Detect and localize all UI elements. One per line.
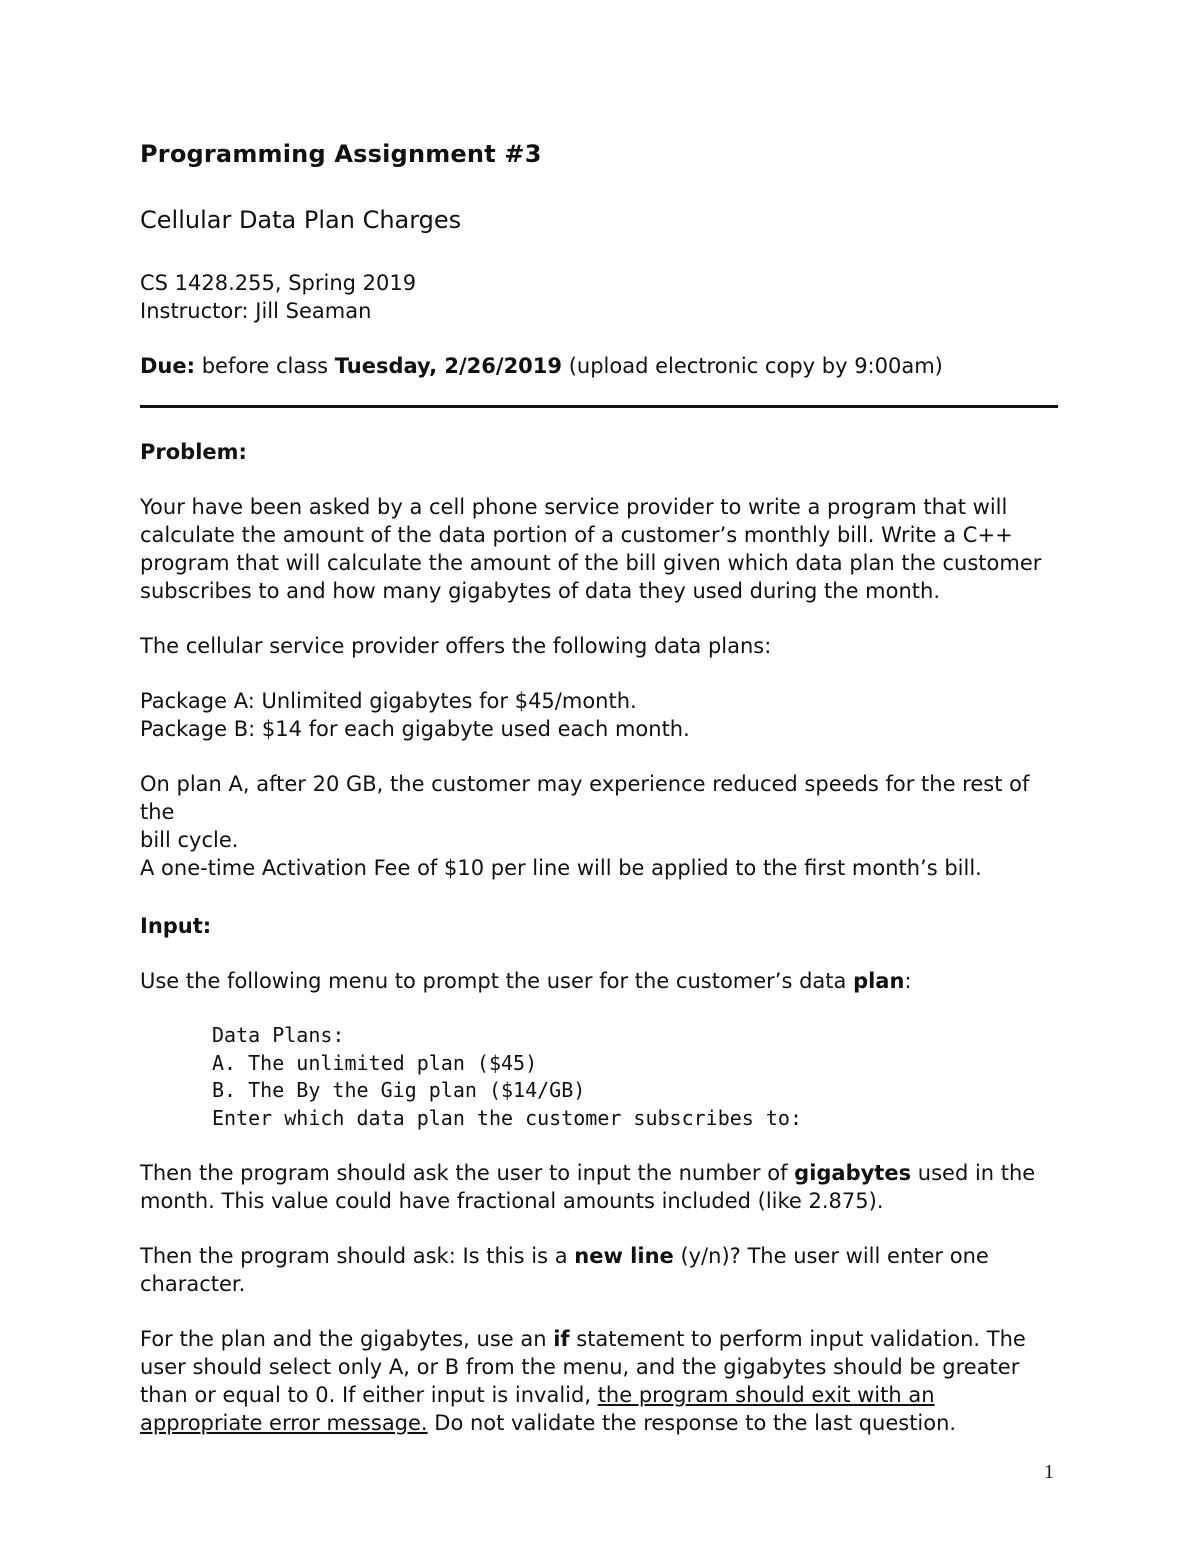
newline-text-1: Then the program should ask: Is this is a (140, 1244, 575, 1268)
package-list (140, 687, 1060, 743)
text-line: subscribes to and how many gigabytes of data they used during the month. (140, 579, 941, 603)
text-line: calculate the amount of the data portion of a customer’s monthly bill. Write a C++ (140, 523, 1013, 547)
valid-line4-text: Do not validate the response to the last question. (427, 1411, 957, 1435)
code-line: Enter which data plan the customer subscribes to: (212, 1105, 803, 1130)
valid-bold: if (553, 1327, 570, 1351)
text-line (140, 1242, 1060, 1270)
due-date: Tuesday, 2/26/2019 (334, 354, 563, 378)
text-line: month. This value could have fractional amounts included (like 2.875). (140, 1189, 884, 1213)
gb-text-2: used in the (911, 1161, 1036, 1185)
due-text-1: before class (195, 354, 335, 378)
page-number: 1 (1044, 1461, 1054, 1483)
valid-line3-underlined: the program should exit with an (597, 1383, 935, 1407)
newline-bold: new line (574, 1244, 674, 1268)
text-line: user should select only A, or B from the menu, and the gigabytes should be greater (140, 1355, 1020, 1379)
gb-bold: gigabytes (794, 1161, 912, 1185)
text-line (140, 1409, 1060, 1437)
menu-code-block (212, 1022, 1060, 1132)
problem-heading: Problem: (140, 440, 247, 464)
plan-notes (140, 770, 1060, 882)
text-line: program that will calculate the amount of the bill given which data plan the customer (140, 551, 1042, 575)
horizontal-rule (140, 405, 1058, 408)
text-line (140, 1325, 1060, 1353)
assignment-subtitle: Cellular Data Plan Charges (140, 206, 462, 234)
text-line (140, 1381, 1060, 1409)
text-line: bill cycle. (140, 828, 239, 852)
valid-line4-underlined: appropriate error message. (140, 1411, 428, 1435)
menu-intro (140, 967, 1060, 995)
valid-text-2: statement to perform input validation. The (569, 1327, 1026, 1351)
menu-intro-bold: plan (853, 969, 905, 993)
text-line: character. (140, 1272, 246, 1296)
menu-intro-end: : (904, 969, 912, 993)
due-label: Due: (140, 354, 196, 378)
code-line: A. The unlimited plan ($45) (212, 1050, 538, 1075)
input-heading: Input: (140, 914, 212, 938)
problem-paragraph (140, 493, 1060, 605)
text-line (140, 1159, 1060, 1187)
code-line: B. The By the Gig plan ($14/GB) (212, 1078, 586, 1102)
due-text-2: (upload electronic copy by 9:00am) (562, 354, 943, 378)
plans-intro: The cellular service provider offers the following data plans: (140, 634, 772, 658)
validation-paragraph (140, 1325, 1060, 1437)
text-line: Your have been asked by a cell phone service provider to write a program that will (140, 495, 1008, 519)
due-line (140, 352, 1060, 380)
document-page (140, 140, 1060, 1437)
package-b: Package B: $14 for each gigabyte used each month. (140, 717, 690, 741)
gigabytes-paragraph (140, 1159, 1060, 1215)
package-a: Package A: Unlimited gigabytes for $45/month. (140, 689, 637, 713)
menu-intro-text: Use the following menu to prompt the user for the customer’s data (140, 969, 854, 993)
course-line: CS 1428.255, Spring 2019 (140, 271, 417, 295)
instructor-line: Instructor: Jill Seaman (140, 299, 372, 323)
valid-line3-text: than or equal to 0. If either input is invalid, (140, 1383, 598, 1407)
text-line: A one-time Activation Fee of $10 per line will be applied to the first month’s bill. (140, 856, 982, 880)
assignment-title: Programming Assignment #3 (140, 140, 542, 168)
valid-text-1: For the plan and the gigabytes, use an (140, 1327, 554, 1351)
new-line-paragraph (140, 1242, 1060, 1298)
newline-text-2: (y/n)? The user will enter one (673, 1244, 989, 1268)
text-line: On plan A, after 20 GB, the customer may experience reduced speeds for the rest of the (140, 772, 1030, 824)
gb-text-1: Then the program should ask the user to input the number of (140, 1161, 795, 1185)
code-line: Data Plans: (212, 1023, 345, 1047)
